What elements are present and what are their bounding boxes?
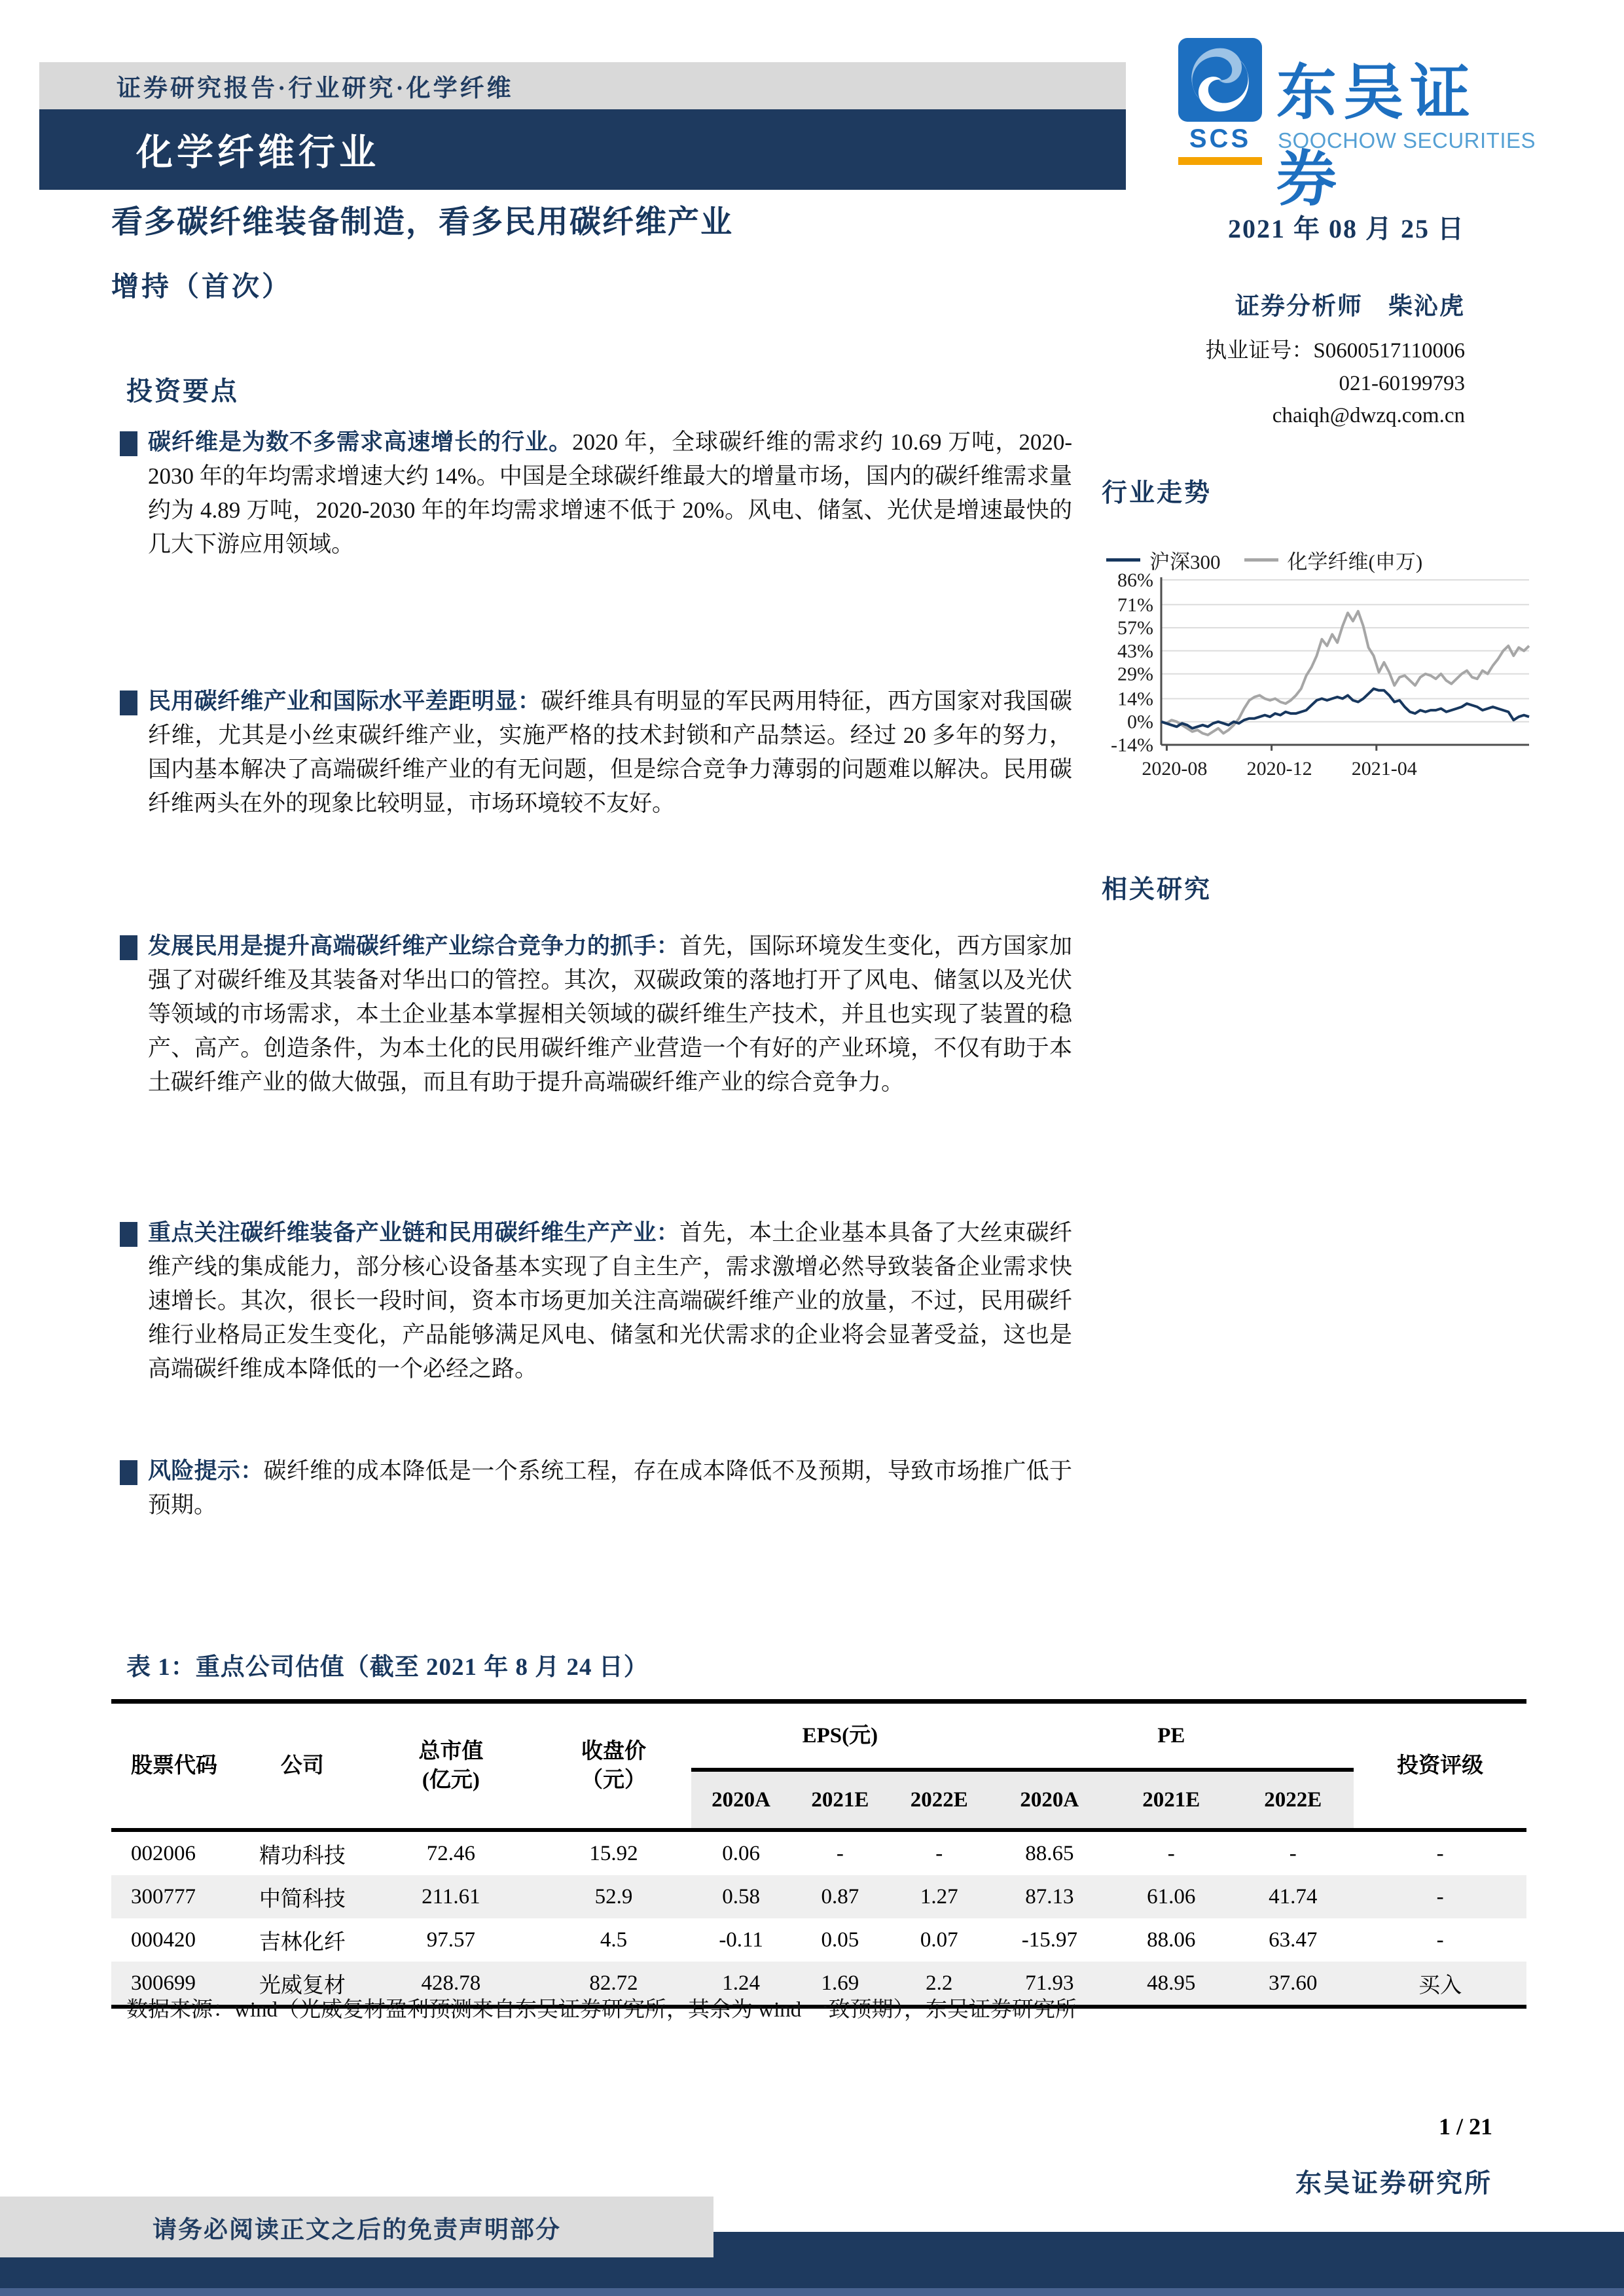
bullet-lead: 民用碳纤维产业和国际水平差距明显： xyxy=(148,689,541,714)
industry-title-bar xyxy=(39,109,1126,190)
col-header-close: 收盘价 （元） xyxy=(536,1702,692,1831)
svg-text:71%: 71% xyxy=(1117,594,1153,616)
bullet-square-icon xyxy=(120,431,137,456)
bullet-square-icon xyxy=(120,691,137,715)
report-kicker: 证券研究报告·行业研究·化学纤维 xyxy=(117,75,514,102)
table-row: 002006 精功科技 72.46 15.92 0.06 - - 88.65 - - - xyxy=(131,1841,1444,1868)
bullet-lead: 发展民用是提升高端碳纤维产业综合竞争力的抓手： xyxy=(148,933,680,959)
subheader-pe-2020a: 2020A xyxy=(988,1770,1110,1830)
disclaimer-box xyxy=(0,2197,713,2257)
subheader-eps-2020a: 2020A xyxy=(691,1770,790,1830)
svg-text:2020-12: 2020-12 xyxy=(1246,758,1312,780)
bullet-body: 碳纤维的成本降低是一个系统工程，存在成本降低不及预期，导致市场推广低于预期。 xyxy=(148,1458,1072,1518)
table-source-note: 数据来源：wind（光威复材盈利预测来自东吴证券研究所，其余为 wind 一致预期），东吴证券研究所 xyxy=(126,1998,1077,2022)
institute-name: 东吴证券研究所 xyxy=(1295,2168,1492,2198)
disclaimer-text: 请务必阅读正文之后的免责声明部分 xyxy=(153,2216,561,2244)
col-header-pe: PE xyxy=(988,1702,1354,1770)
soochow-logo xyxy=(1178,38,1536,213)
legend-swatch-hs300 xyxy=(1106,558,1140,562)
table-row: 300777 中简科技 211.61 52.9 0.58 0.87 1.27 87.13 61.06 41.74 - xyxy=(111,1875,1526,1918)
svg-text:-14%: -14% xyxy=(1111,734,1153,756)
analyst-name: 证券分析师 柴沁虎 xyxy=(1235,293,1465,320)
bullet-body: 首先，国际环境发生变化，西方国家加强了对碳纤维及其装备对华出口的管控。其次，双碳政策的落地打开了风电、储氢以及光伏等领域的市场需求，本土企业基本掌握相关领域的碳纤维生产技术，并且也实现了装置的稳产、高产。创造条件，为本土化的民用碳纤维产业营造一个有好的产业环境，不仅有助于本土碳纤维产业的做大做强，而且有助于提升高端碳纤维产业的综合竞争力。 xyxy=(148,933,1072,1095)
table-row: 300699 光威复材 428.78 82.72 1.24 1.69 2.2 71.93 48.95 37.60 买入 xyxy=(111,1962,1526,2007)
legend-swatch-chemfiber xyxy=(1244,558,1278,562)
scs-mark-icon xyxy=(1178,38,1262,122)
bullet-civil-gap xyxy=(120,685,1072,821)
table-title: 表 1：重点公司估值（截至 2021 年 8 月 24 日） xyxy=(126,1654,649,1681)
svg-text:43%: 43% xyxy=(1117,640,1153,662)
trend-heading: 行业走势 xyxy=(1102,479,1212,507)
scs-letters: SCS xyxy=(1189,124,1252,153)
bullet-square-icon xyxy=(120,1222,137,1247)
soochow-logo-icon xyxy=(1178,38,1262,122)
logo-name-en: SOOCHOW SECURITIES xyxy=(1278,128,1536,152)
bullet-lead: 风险提示： xyxy=(148,1458,264,1484)
footer-bottom-strip xyxy=(0,2288,1624,2296)
bullet-industry-growth xyxy=(120,425,1072,562)
svg-text:29%: 29% xyxy=(1117,663,1153,685)
bullet-civil-grip xyxy=(120,929,1072,1100)
analyst-email: chaiqh@dwzq.com.cn xyxy=(1272,404,1465,427)
col-header-eps: EPS(元) xyxy=(691,1702,988,1770)
legend-label-hs300: 沪深300 xyxy=(1149,550,1221,573)
table-row: 000420 吉林化纤 97.57 4.5 -0.11 0.05 0.07 -15.97 88.06 63.47 - xyxy=(131,1928,1444,1954)
logo-name-cn: 东吴证券 xyxy=(1276,60,1477,213)
bullet-square-icon xyxy=(120,935,137,960)
svg-text:86%: 86% xyxy=(1117,571,1153,591)
subheader-eps-2022e: 2022E xyxy=(890,1770,988,1830)
subheader-eps-2021e: 2021E xyxy=(791,1770,890,1830)
key-points-heading: 投资要点 xyxy=(126,376,239,406)
col-header-company: 公司 xyxy=(239,1702,367,1831)
svg-text:0%: 0% xyxy=(1127,711,1153,733)
industry-title: 化学纤维行业 xyxy=(136,132,380,173)
report-date: 2021 年 08 月 25 日 xyxy=(1228,214,1465,243)
bullet-body: 2020 年，全球碳纤维的需求约 10.69 万吨，2020-2030 年的年均需求增速大约 14%。中国是全球碳纤维最大的增量市场，国内的碳纤维需求量约为 4.89 万吨，2020-2030 年的年均需求增速不低于 20%。风电、储氢、光伏是增速最快的几大下游应用领域。 xyxy=(148,429,1072,557)
trend-chart-svg xyxy=(1098,571,1536,787)
bullet-focus-chain xyxy=(120,1216,1072,1386)
bullet-lead: 重点关注碳纤维装备产业链和民用碳纤维生产产业： xyxy=(148,1220,680,1246)
legend-label-chemfiber: 化学纤维(申万) xyxy=(1287,550,1423,573)
col-header-rating: 投资评级 xyxy=(1354,1702,1526,1831)
related-research-heading: 相关研究 xyxy=(1102,876,1212,904)
valuation-table xyxy=(111,1699,1526,2009)
analyst-phone: 021-60199793 xyxy=(1339,372,1465,395)
bullet-risk xyxy=(120,1454,1072,1522)
report-rating: 增持（首次） xyxy=(111,272,293,302)
svg-text:2021-04: 2021-04 xyxy=(1351,758,1417,780)
col-header-mcap: 总市值 (亿元) xyxy=(366,1702,535,1831)
svg-text:2020-08: 2020-08 xyxy=(1142,758,1208,780)
subheader-pe-2021e: 2021E xyxy=(1110,1770,1232,1830)
report-meta xyxy=(1087,208,1492,428)
analyst-license: 执业证号：S0600517110006 xyxy=(1205,339,1465,363)
report-kicker-bar xyxy=(39,62,1126,109)
bullet-lead: 碳纤维是为数不多需求高速增长的行业。 xyxy=(148,429,573,455)
bullet-square-icon xyxy=(120,1460,137,1485)
industry-trend-chart xyxy=(1098,571,1536,787)
col-header-code: 股票代码 xyxy=(111,1702,239,1831)
logo-orange-underline xyxy=(1178,157,1262,165)
subheader-pe-2022e: 2022E xyxy=(1232,1770,1354,1830)
svg-text:14%: 14% xyxy=(1117,688,1153,710)
bullet-body: 碳纤维具有明显的军民两用特征，西方国家对我国碳纤维，尤其是小丝束碳纤维产业，实施严格的技术封锁和产品禁运。经过 20 多年的努力，国内基本解决了高端碳纤维产业的有无问题，但是综合竞争力薄弱的问题难以解决。民用碳纤维两头在外的现象比较明显，市场环境较不友好。 xyxy=(148,689,1072,816)
bullet-body: 首先，本土企业基本具备了大丝束碳纤维产线的集成能力，部分核心设备基本实现了自主生产，需求激增必然导致装备企业需求快速增长。其次，很长一段时间，资本市场更加关注高端碳纤维产业的放量，不过，民用碳纤维行业格局正发生变化，产品能够满足风电、储氢和光伏需求的企业将会显著受益，这也是高端碳纤维成本降低的一个必经之路。 xyxy=(148,1220,1072,1382)
report-title: 看多碳纤维装备制造，看多民用碳纤维产业 xyxy=(111,205,734,240)
page-number: 1 / 21 xyxy=(1438,2113,1492,2140)
svg-text:57%: 57% xyxy=(1117,617,1153,639)
